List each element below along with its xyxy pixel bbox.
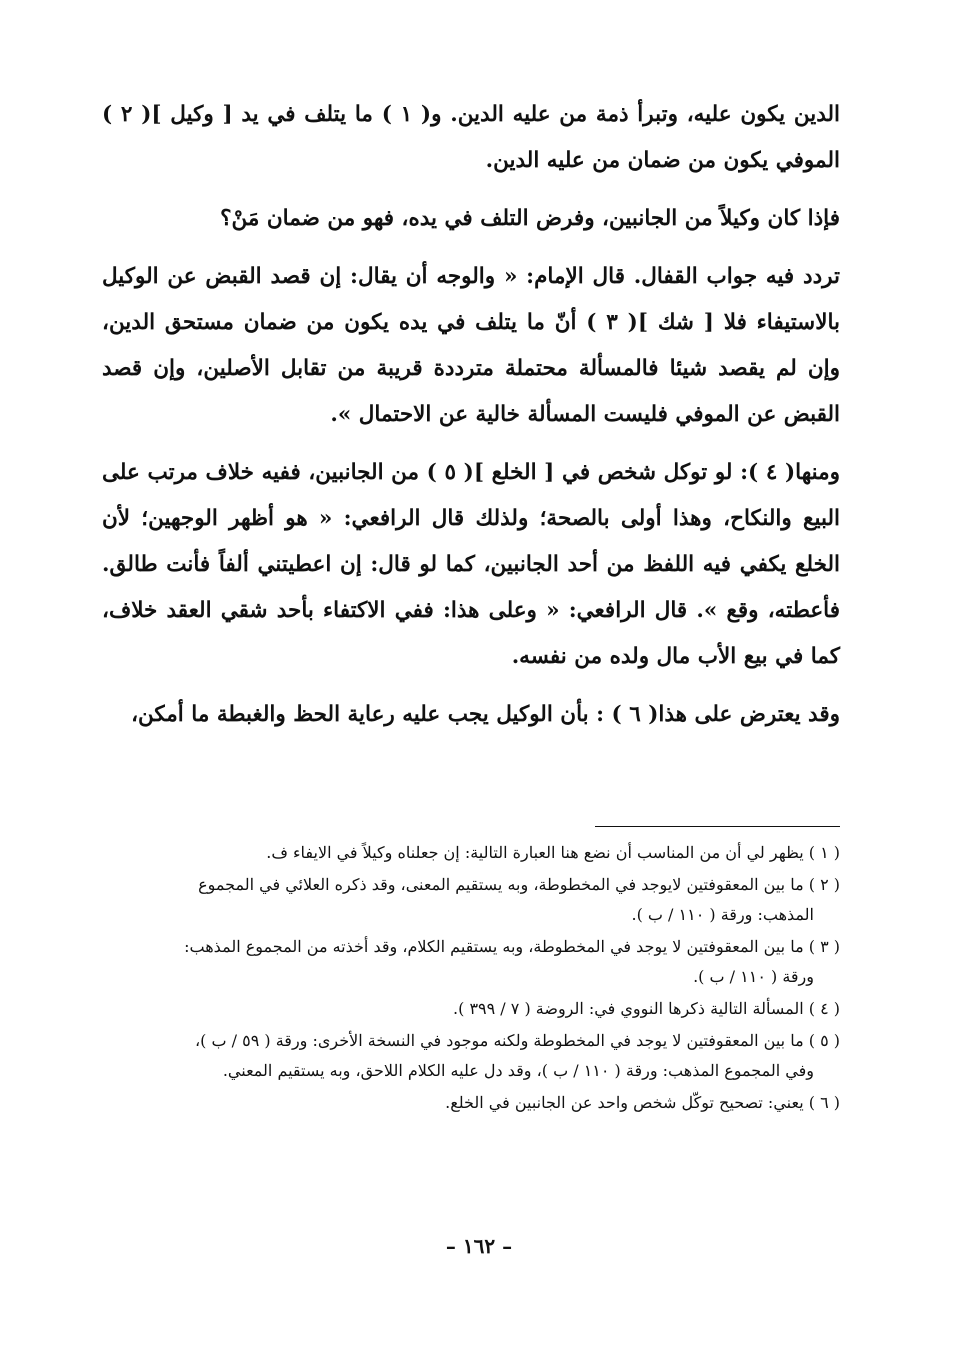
footnote <box>102 932 840 992</box>
footnote <box>102 1026 840 1086</box>
footnote-text: ( ٤ ) المسألة التالية ذكرها النووي في: الروضة ( ٧ / ٣٩٩ ). <box>453 999 840 1018</box>
paragraph: الدين يكون عليه، وتبرأ ذمة من عليه الدين. و( ١ ) ما يتلف في يد [ وكيل ]( ٢ ) الموفي يكون من ضمان من عليه الدين. <box>102 102 840 173</box>
footnote-continuation: وفي المجموع المذهب: ورقة ( ١١٠ / ب )، وقد دل عليه الكلام اللاحق، وبه يستقيم المعني. <box>222 1061 814 1080</box>
paragraph: ومنها( ٤ ): لو توكل شخص في [ الخلع ]( ٥ ) من الجانبين، ففيه خلاف مرتب على البيع والنكاح، وهذا أولى بالصحة؛ ولذلك قال الرافعي: « هو أظهر الوجهين؛ لأن الخلع يكفي فيه اللفظ من أحد الجانبين، كما لو قال: إن اعطيتني ألفاً فأنت طالق. فأعطته، وقع ». قال الرافعي: « وعلى هذا: ففي الاكتفاء بأحد شقي العقد خلاف، كما في بيع الأب مال ولده من نفسه. <box>102 460 841 669</box>
footnote-text: ( ٦ ) يعني: تصحيح توكّل شخص واحد عن الجانبين في الخلع. <box>445 1093 840 1112</box>
footnote <box>102 838 840 868</box>
footnote-text: ( ٥ ) ما بين المعقوفتين لا يوجد في المخطوطة ولكنه موجود في النسخة الأخرى: ورقة ( ٥٩ / ب )، <box>194 1031 840 1050</box>
paragraph: فإذا كان وكيلاً من الجانبين، وفرض التلف في يده، فهو من ضمان مَنْ؟ <box>220 206 840 231</box>
footnote-continuation: ورقة ( ١١٠ / ب ). <box>693 967 814 986</box>
footnotes <box>102 838 840 1120</box>
footnote <box>102 994 840 1024</box>
footnote <box>102 870 840 930</box>
paragraph-gap <box>102 680 840 692</box>
footnote-separator <box>595 826 840 827</box>
footnote-text: ( ١ ) يظهر لي أن من المناسب أن نضع هنا العبارة التالية: إن جعلناه وكيلاً في الايفاء ف. <box>266 843 840 862</box>
paragraph: تردد فيه جواب القفال. قال الإمام: « والوجه أن يقال: إن قصد القبض عن الوكيل بالاستيفاء فلا [ شك ]( ٣ ) أنّ ما يتلف في يده يكون من ضمان مستحق الدين، وإن لم يقصد شيئا فالمسألة محتملة مترددة قريبة من تقابل الأصلين، وإن قصد القبض عن الموفي فليست المسألة خالية عن الاحتمال ». <box>102 264 840 427</box>
footnote <box>102 1088 840 1118</box>
paragraph-gap <box>102 438 840 450</box>
footnote-continuation: المذهب: ورقة ( ١١٠ / ب ). <box>631 905 814 924</box>
page-number: – ١٦٢ – <box>445 1234 513 1258</box>
footnote-text: ( ٢ ) ما بين المعقوفتين لايوجد في المخطوطة، وبه يستقيم المعنى، وقد ذكره العلائي في المجموع <box>198 875 840 894</box>
paragraph-gap <box>102 184 840 196</box>
main-text <box>102 92 840 738</box>
paragraph-gap <box>102 242 840 254</box>
paragraph: وقد يعترض على هذا( ٦ ) : بأن الوكيل يجب عليه رعاية الحظ والغبطة ما أمكن، <box>131 702 840 727</box>
footnote-text: ( ٣ ) ما بين المعقوفتين لا يوجد في المخطوطة، وبه يستقيم الكلام، وقد أخذته من المجموع المذهب: <box>184 937 840 956</box>
